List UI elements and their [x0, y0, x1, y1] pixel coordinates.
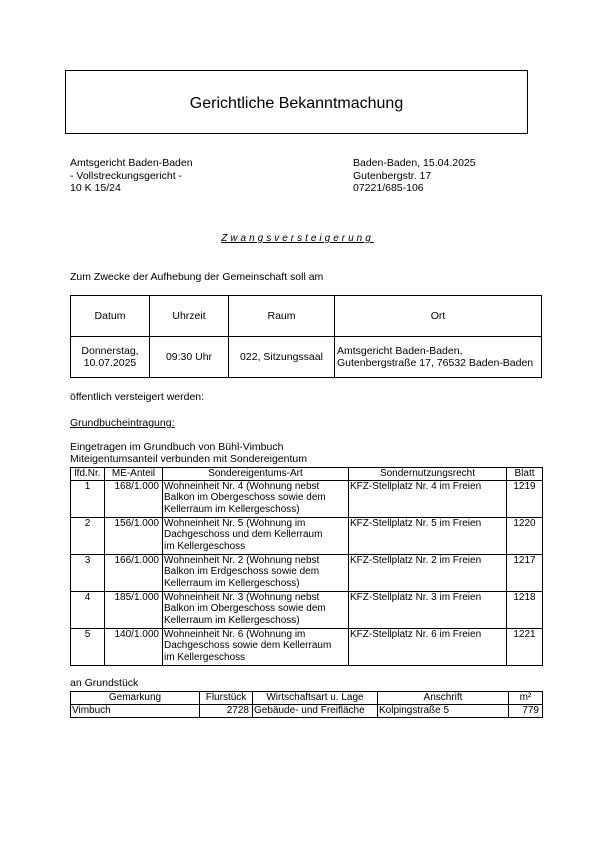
unit-art-line: Kellerraum im Kellergeschoss) [164, 503, 300, 515]
parcel-header-wirtschaftsart: Wirtschaftsart u. Lage [253, 692, 378, 705]
unit-art-line: Balkon im Erdgeschoss sowie dem [164, 566, 320, 577]
unit-sondernutzung: KFZ-Stellplatz Nr. 2 im Freien [349, 554, 507, 591]
table-row [71, 705, 543, 718]
table-row [71, 591, 543, 628]
unit-nr: 3 [71, 554, 105, 591]
unit-art-line: Kellerraum im Kellergeschoss) [164, 614, 300, 626]
registration-line2: Miteigentumsanteil verbunden mit Sondereigentum [70, 453, 307, 465]
parcel-gemarkung: Vimbuch [71, 705, 200, 718]
unit-art-line: Balkon im Obergeschoss sowie dem [164, 492, 326, 503]
table-row [71, 517, 543, 554]
unit-me-anteil: 166/1.000 [105, 554, 163, 591]
unit-art-line: im Kellergeschoss [164, 540, 246, 552]
parcel-anschrift: Kolpingstraße 5 [378, 705, 509, 718]
header-datum: Datum [71, 296, 150, 337]
case-number: 10 K 15/24 [70, 182, 121, 194]
cell-raum: 022, Sitzungssaal [229, 337, 335, 378]
parcel-header-gemarkung: Gemarkung [71, 692, 200, 705]
unit-sondernutzung: KFZ-Stellplatz Nr. 5 im Freien [349, 517, 507, 554]
units-header-blatt: Blatt [507, 468, 543, 481]
unit-me-anteil: 156/1.000 [105, 517, 163, 554]
appointment-table [70, 295, 542, 378]
court-name: Amtsgericht Baden-Baden [70, 157, 193, 169]
registration-text [70, 441, 307, 465]
unit-art [163, 554, 349, 591]
unit-art-line: Dachgeschoss und dem Kellerraum [164, 529, 323, 540]
unit-art-line: Wohneinheit Nr. 5 (Wohnung im [164, 517, 306, 529]
units-header-nr: lfd.Nr. [71, 468, 105, 481]
table-row [71, 554, 543, 591]
unit-art-line: im Kellergeschoss [164, 651, 246, 663]
units-header-me: ME-Anteil [105, 468, 163, 481]
header-ort: Ort [335, 296, 542, 337]
units-header-sondernutzung: Sondernutzungsrecht [349, 468, 507, 481]
ort-line2: Gutenbergstraße 17, 76532 Baden-Baden [337, 357, 534, 369]
unit-nr: 2 [71, 517, 105, 554]
unit-blatt: 1218 [507, 591, 543, 628]
place-date: Baden-Baden, 15.04.2025 [353, 157, 476, 169]
unit-blatt: 1221 [507, 628, 543, 665]
unit-me-anteil: 185/1.000 [105, 591, 163, 628]
cell-datum [71, 337, 150, 378]
intro-text: Zum Zwecke der Aufhebung der Gemeinschaft soll am [70, 271, 324, 283]
parcel-wirtschaftsart: Gebäude- und Freifläche [253, 705, 378, 718]
unit-art [163, 517, 349, 554]
parcel-flurstueck: 2728 [200, 705, 253, 718]
parcel-header-m2: m² [509, 692, 543, 705]
outcome-text: öffentlich versteigert werden: [70, 391, 205, 403]
table-row [71, 480, 543, 517]
header-raum: Raum [229, 296, 335, 337]
unit-blatt: 1217 [507, 554, 543, 591]
unit-me-anteil: 168/1.000 [105, 480, 163, 517]
cell-uhrzeit: 09:30 Uhr [150, 337, 229, 378]
unit-art-line: Wohneinheit Nr. 4 (Wohnung nebst [164, 480, 320, 492]
unit-art-line: Dachgeschoss sowie dem Kellerraum [164, 640, 332, 651]
parcel-table [70, 691, 543, 718]
grundbuch-heading: Grundbucheintragung: [70, 417, 175, 429]
address-block [353, 157, 476, 195]
datum-weekday: Donnerstag, [81, 345, 139, 357]
parcel-header-flurstueck: Flurstück [200, 692, 253, 705]
header-uhrzeit: Uhrzeit [150, 296, 229, 337]
units-header-sondereigentum: Sondereigentums-Art [163, 468, 349, 481]
subject-heading: Zwangsversteigerung [221, 233, 374, 244]
cell-ort [335, 337, 542, 378]
unit-art-line: Balkon im Obergeschoss sowie dem [164, 603, 326, 614]
parcel-m2: 779 [509, 705, 543, 718]
unit-nr: 5 [71, 628, 105, 665]
registration-line1: Eingetragen im Grundbuch von Bühl-Vimbuch [70, 441, 284, 453]
units-table [70, 467, 543, 666]
unit-nr: 1 [71, 480, 105, 517]
grundstueck-label: an Grundstück [70, 677, 139, 689]
unit-nr: 4 [71, 591, 105, 628]
unit-art-line: Wohneinheit Nr. 6 (Wohnung im [164, 628, 306, 640]
phone: 07221/685-106 [353, 182, 424, 194]
street: Gutenbergstr. 17 [353, 169, 432, 182]
unit-art [163, 480, 349, 517]
unit-sondernutzung: KFZ-Stellplatz Nr. 6 im Freien [349, 628, 507, 665]
page-title: Gerichtliche Bekanntmachung [189, 95, 404, 112]
court-department: - Vollstreckungsgericht - [70, 169, 183, 182]
table-row [71, 628, 543, 665]
title-box [65, 70, 528, 134]
unit-art-line: Kellerraum im Kellergeschoss) [164, 577, 300, 589]
parcel-header-anschrift: Anschrift [378, 692, 509, 705]
unit-sondernutzung: KFZ-Stellplatz Nr. 3 im Freien [349, 591, 507, 628]
unit-blatt: 1220 [507, 517, 543, 554]
unit-art-line: Wohneinheit Nr. 3 (Wohnung nebst [164, 591, 320, 603]
unit-blatt: 1219 [507, 480, 543, 517]
unit-art [163, 628, 349, 665]
unit-art-line: Wohneinheit Nr. 2 (Wohnung nebst [164, 554, 320, 566]
court-block [70, 157, 193, 195]
ort-line1: Amtsgericht Baden-Baden, [337, 345, 463, 357]
unit-art [163, 591, 349, 628]
unit-sondernutzung: KFZ-Stellplatz Nr. 4 im Freien [349, 480, 507, 517]
datum-date: 10.07.2025 [83, 357, 137, 369]
unit-me-anteil: 140/1.000 [105, 628, 163, 665]
